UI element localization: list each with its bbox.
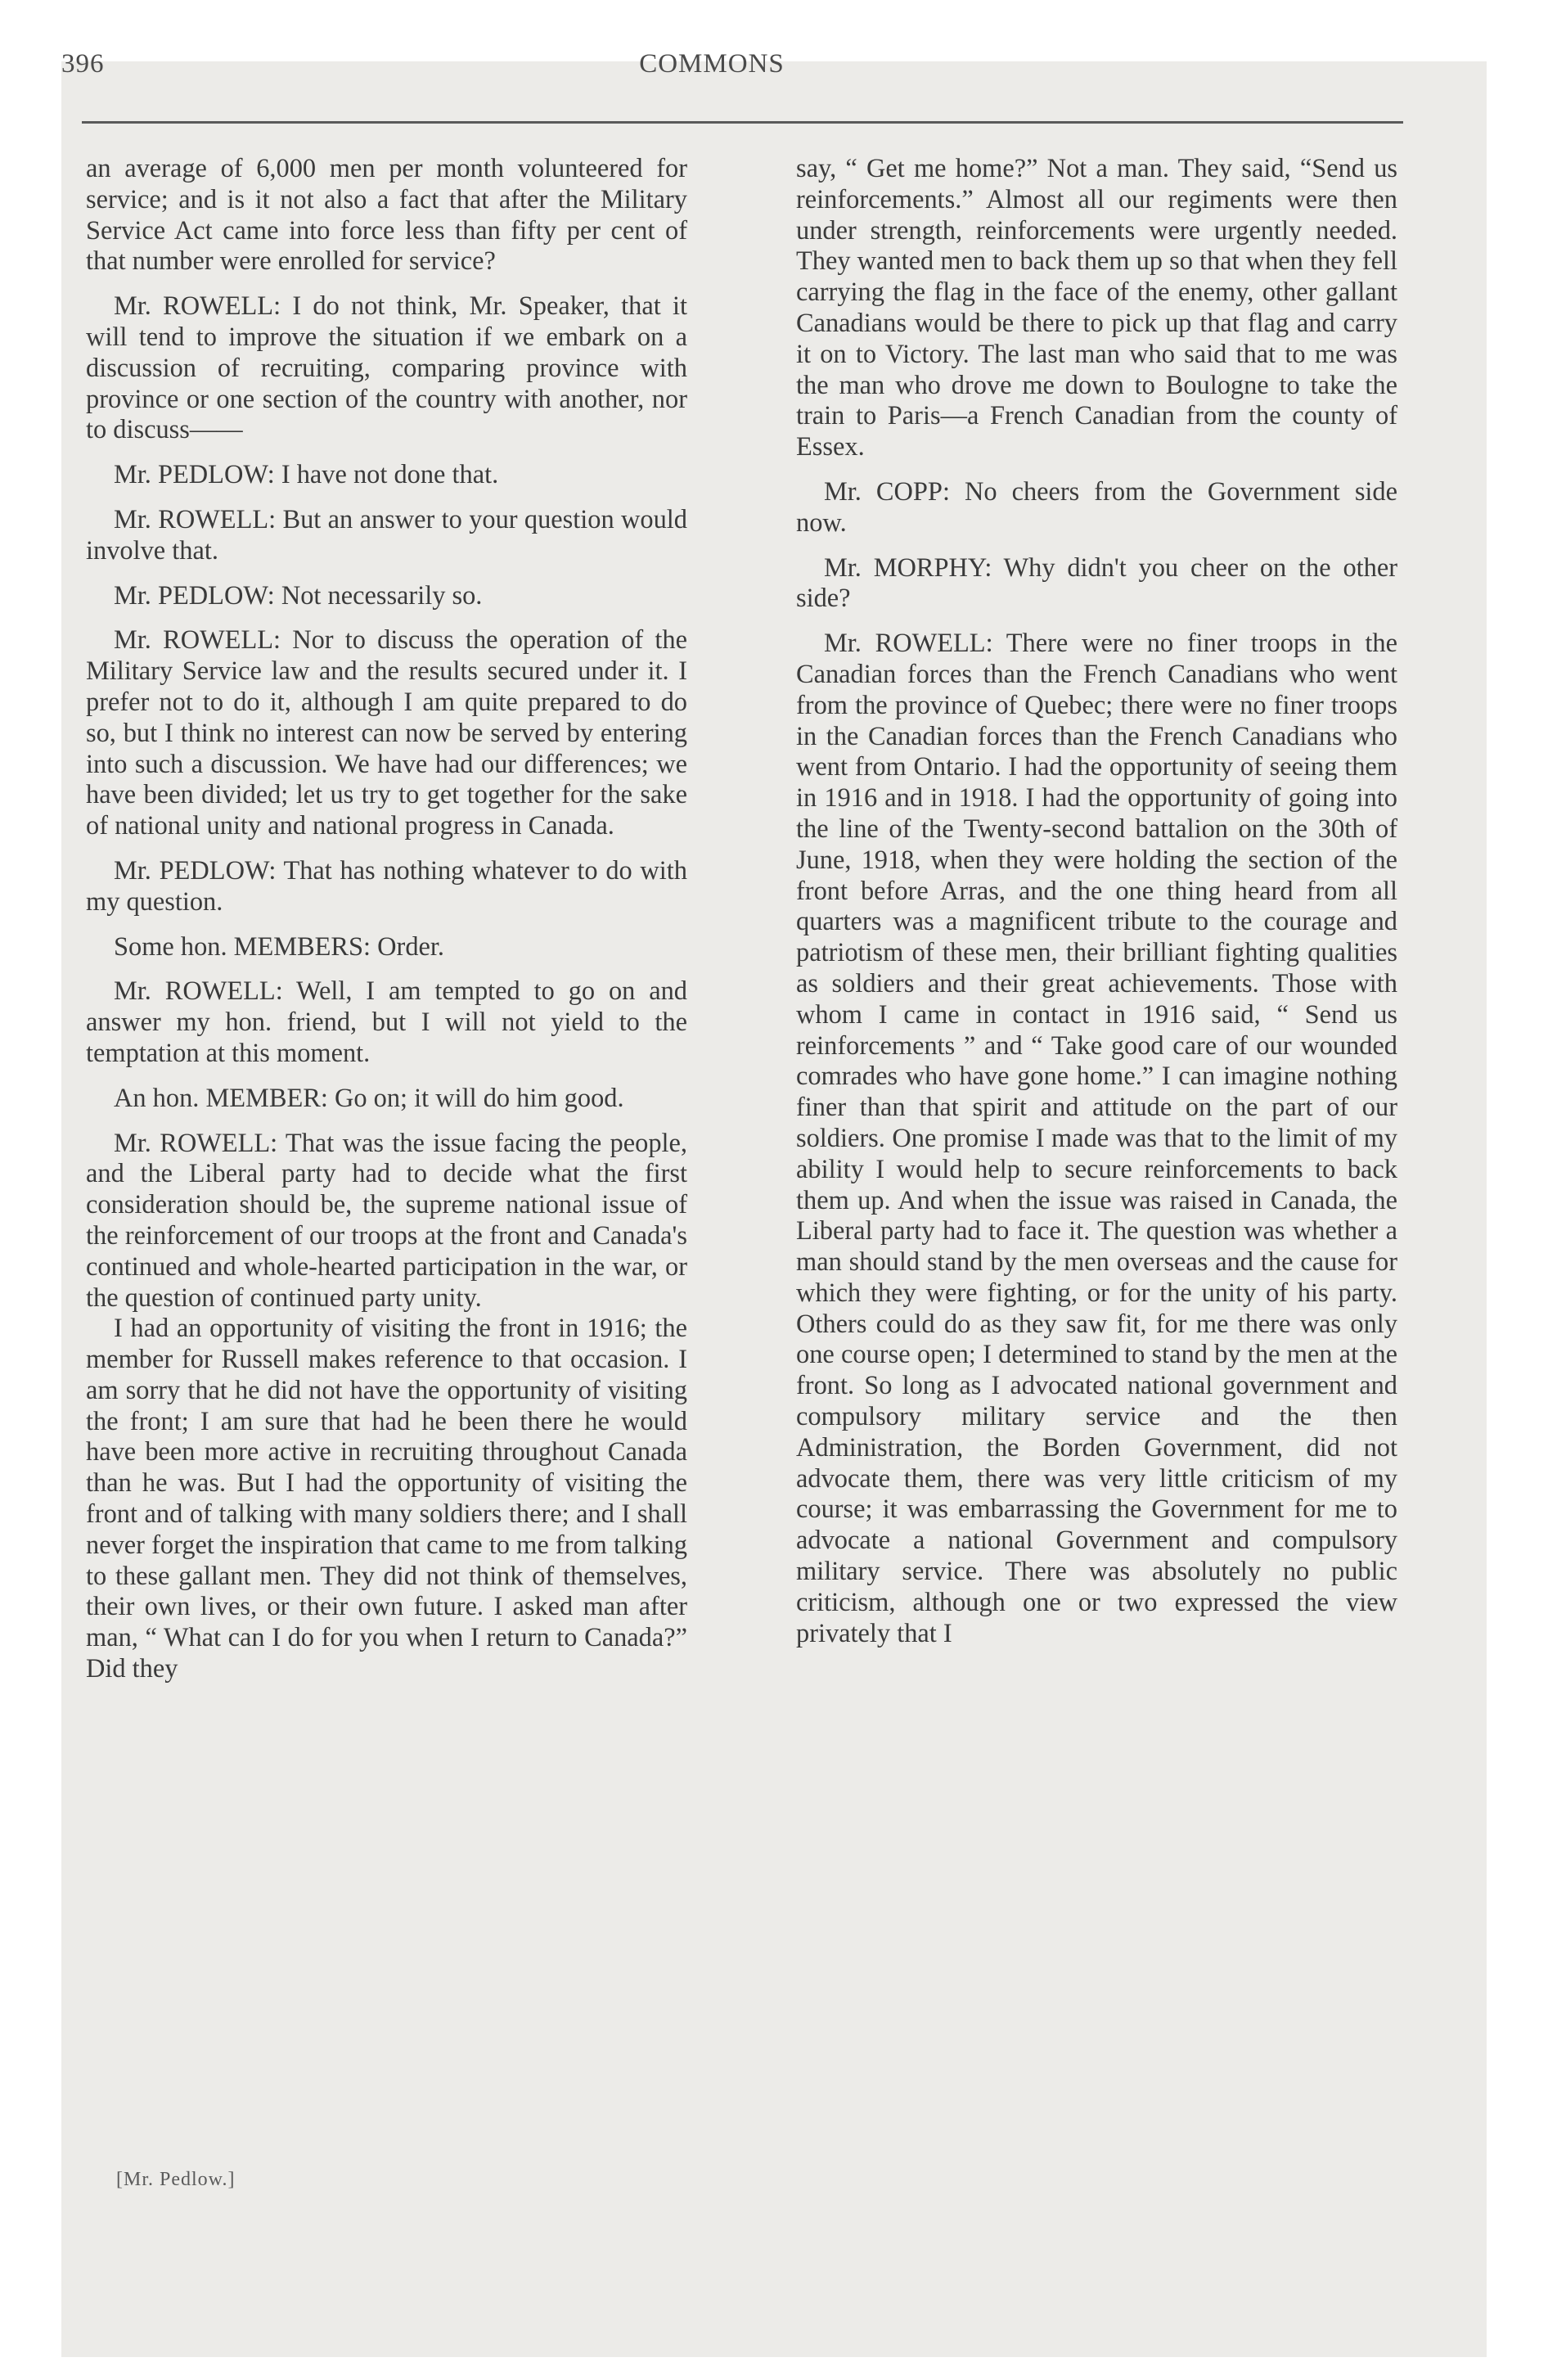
- paragraph: Mr. ROWELL: Nor to discuss the operation of the Military Service law and the results secured under it. I prefer not to do it, although I am quite prepared to do so, but I think no interest can now be served by entering into such a discussion. We have had our differences; we have been divided; let us try to get together for the sake of national unity and national progress in Canada.: [86, 625, 687, 841]
- paragraph: say, “ Get me home?” Not a man. They said, “Send us reinforcements.” Almost all our regiments were then under strength, reinforcements were urgently needed. They wanted men to back them up so that when they fell carrying the flag in the face of the enemy, other gallant Canadians would be there to pick up that flag and carry it on to Victory. The last man who said that to me was the man who drove me down to Boulogne to take the train to Paris—a French Canadian from the county of Essex.: [796, 154, 1397, 462]
- paragraph: Mr. MORPHY: Why didn't you cheer on the other side?: [796, 552, 1397, 614]
- paragraph: Mr. ROWELL: I do not think, Mr. Speaker, that it will tend to improve the situation if we embark on a discussion of recruiting, comparing province with province or one section of the country with another, nor to discuss——: [86, 291, 687, 445]
- paragraph: Mr. ROWELL: There were no finer troops in the Canadian forces than the French Canadians who went from the province of Quebec; there were no finer troops in the Canadian forces than the French Canadians who went from Ontario. I had the opportunity of seeing them in 1916 and in 1918. I had the opportunity of going into the line of the Twenty-second battalion on the 30th of June, 1918, when they were holding the section of the front before Arras, and the one thing heard from all quarters was a magnificent tribute to the courage and patriotism of these men, their brilliant fighting qualities as soldiers and their great achievements. Those with whom I came in contact in 1916 said, “ Send us reinforcements ” and “ Take good care of our wounded comrades who have gone home.” I can imagine nothing finer than that spirit and attitude on the part of our soldiers. One promise I made was that to the limit of my ability I would help to secure reinforcements to back them up. And when the issue was raised in Canada, the Liberal party had to face it. The question was whether a man should stand by the men overseas and the cause for which they were fighting, or for the unity of his party. Others could do as they saw fit, for me there was only one course open; I determined to stand by the men at the front. So long as I advocated national government and compulsory military service and the then Administration, the Borden Government, did not advocate them, there was very little criticism of my course; it was embarrassing the Government for me to advocate a national Government and compulsory military service. There was absolutely no public criticism, although one or two expressed the view privately that I: [796, 629, 1397, 1648]
- paragraph: Mr. ROWELL: Well, I am tempted to go on and answer my hon. friend, but I will not yield to the temptation at this moment.: [86, 976, 687, 1068]
- page-header: [61, 49, 1362, 98]
- paragraph: Mr. ROWELL: But an answer to your question would involve that.: [86, 504, 687, 566]
- header-rule: [82, 121, 1403, 124]
- paragraph: Mr. PEDLOW: That has nothing whatever to do with my question.: [86, 855, 687, 917]
- paragraph: An hon. MEMBER: Go on; it will do him good.: [114, 1083, 624, 1113]
- right-column: [796, 154, 1397, 1663]
- paragraph: Mr. ROWELL: That was the issue facing the people, and the Liberal party had to decide what the first consideration should be, the supreme national issue of the reinforcement of our troops at the front and Canada's continued and whole-hearted participation in the war, or the question of continued party unity.: [86, 1128, 687, 1313]
- left-column: [86, 154, 687, 1699]
- running-title: COMMONS: [639, 49, 785, 79]
- speaker-footnote: [Mr. Pedlow.]: [116, 2169, 236, 2190]
- paragraph: an average of 6,000 men per month volunteered for service; and is it not also a fact that after the Military Service Act came into force less than fifty per cent of that number were enrolled for service?: [86, 154, 687, 277]
- paragraph: Mr. COPP: No cheers from the Government side now.: [796, 476, 1397, 538]
- paragraph: Some hon. MEMBERS: Order.: [114, 931, 444, 962]
- paragraph: Mr. PEDLOW: Not necessarily so.: [114, 580, 483, 611]
- paragraph: I had an opportunity of visiting the front in 1916; the member for Russell makes reference to that occasion. I am sorry that he did not have the opportunity of visiting the front; I am sure that had he been there he would have been more active in recruiting throughout Canada than he was. But I had the opportunity of visiting the front and of talking with many soldiers there; and I shall never forget the inspiration that came to me from talking to these gallant men. They did not think of themselves, their own lives, or their own future. I asked man after man, “ What can I do for you when I return to Canada?” Did they: [86, 1314, 687, 1684]
- paragraph: Mr. PEDLOW: I have not done that.: [114, 460, 499, 490]
- page-number: 396: [61, 49, 105, 79]
